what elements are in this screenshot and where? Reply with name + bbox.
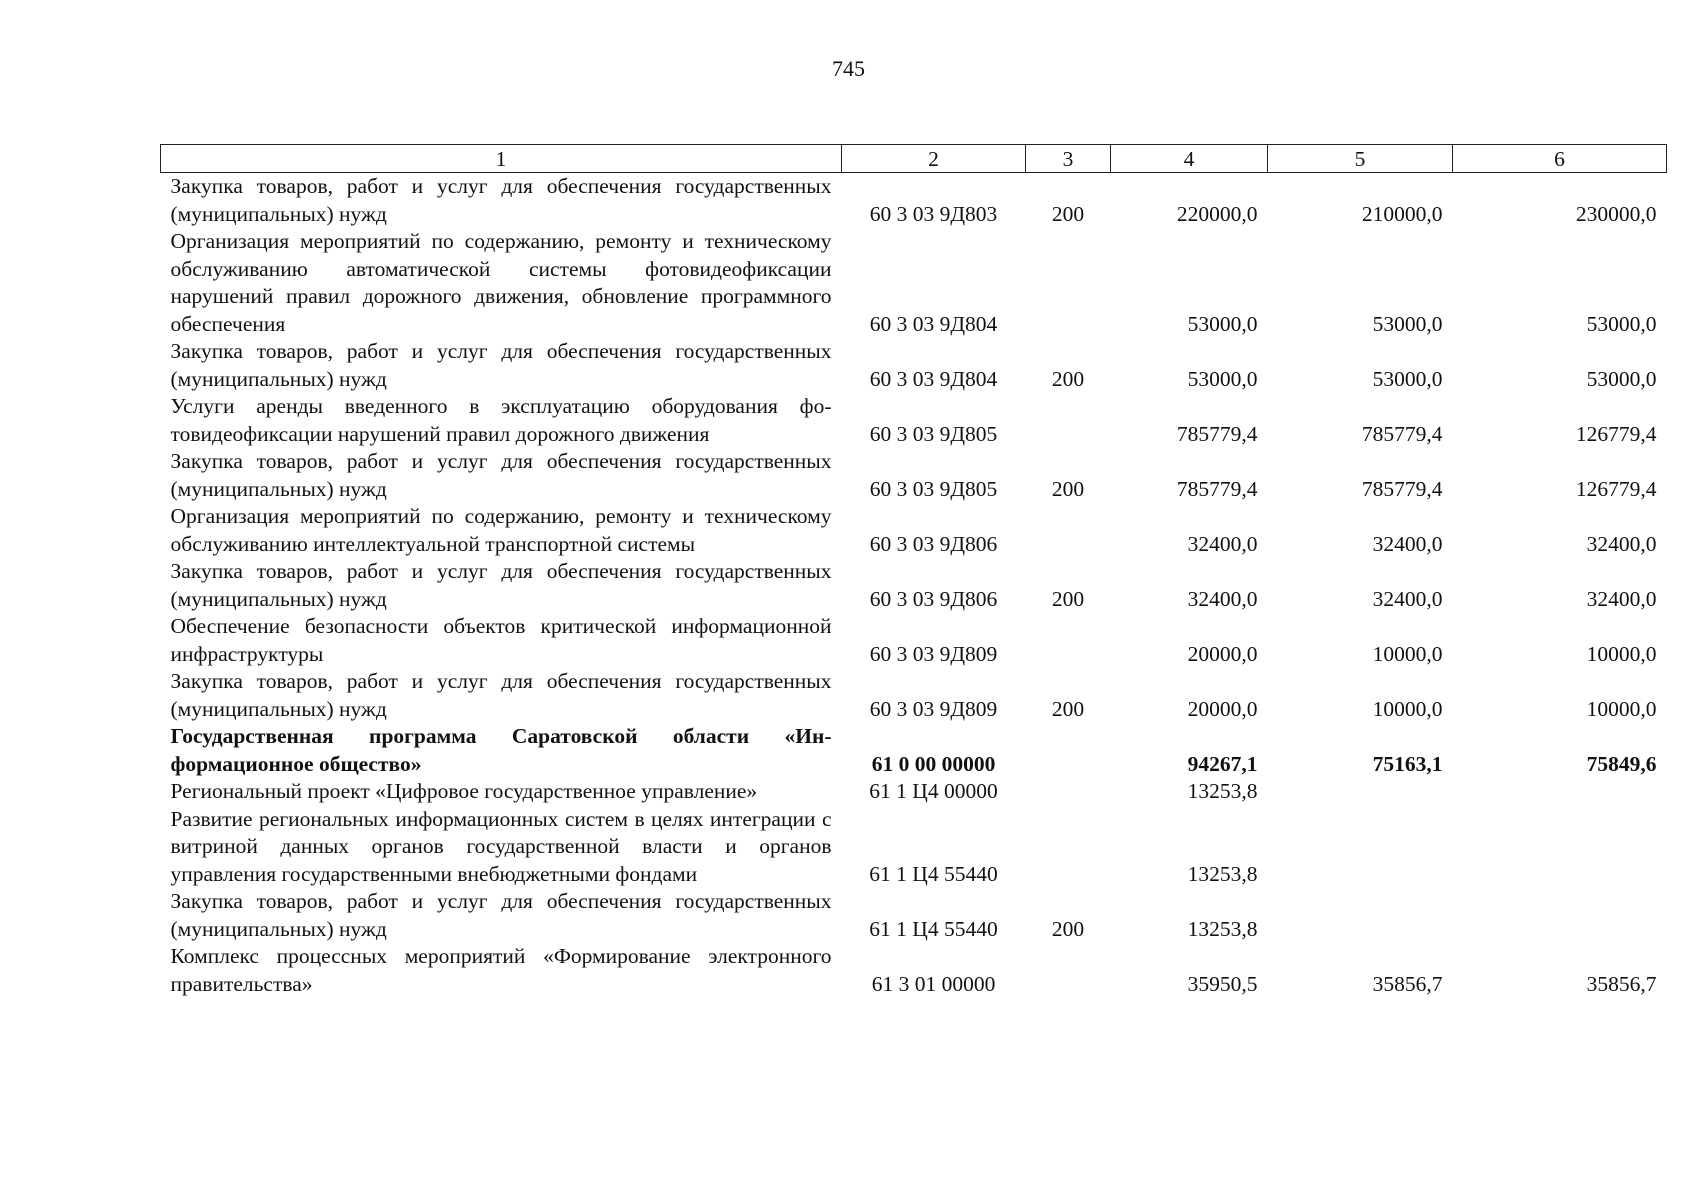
header-col-1: 1 [161,145,842,173]
row-value-col5: 785779,4 [1361,476,1443,501]
row-value-col5: 10000,0 [1372,696,1443,721]
row-value-col5: 75163,1 [1372,751,1443,776]
table-row [161,228,1667,338]
row-code-cell: 61 1 Ц4 00000 [869,779,998,803]
row-code-cell: 60 3 03 9Д806 [869,586,998,611]
row-code-cell: 60 3 03 9Д809 [869,696,998,721]
row-kvr-cell [1026,723,1111,778]
row-value-col6: 126779,4 [1575,476,1657,501]
row-kvr-cell: 200 [1051,476,1085,501]
row-code-cell: 60 3 03 9Д809 [869,641,998,666]
row-value-col4: 35950,5 [1187,971,1258,996]
row-value-col6: 32400,0 [1586,586,1657,611]
row-value-col5: 10000,0 [1372,641,1443,666]
row-value-col5: 35856,7 [1372,971,1443,996]
row-value-col4: 220000,0 [1176,201,1258,226]
header-col-2: 2 [842,145,1026,173]
row-code-cell: 60 3 03 9Д805 [869,476,998,501]
row-value-col6: 35856,7 [1586,971,1657,996]
header-col-5: 5 [1268,145,1453,173]
row-value-col5: 210000,0 [1361,201,1443,226]
row-value-col5 [1268,888,1453,943]
row-code-cell: 60 3 03 9Д804 [869,311,998,336]
row-kvr-cell [1026,613,1111,668]
row-name-cell: Услуги аренды введенного в эксплуатацию оборудования фотовидеофиксации нарушений правил дорожного движения [170,394,832,446]
table-row [161,173,1667,229]
row-name-cell: Закупка товаров, работ и услуг для обеспечения государственных (муниципальных) нужд [170,669,832,721]
row-code-cell: 61 1 Ц4 55440 [869,861,998,886]
row-code-cell: 61 3 01 00000 [871,971,996,996]
row-value-col4: 53000,0 [1187,366,1258,391]
budget-table [160,144,1667,998]
header-col-6: 6 [1453,145,1667,173]
table-row [161,668,1667,723]
row-name-cell: Государственная программа Саратовской области «Информационное общество» [170,724,832,776]
row-code-cell: 61 1 Ц4 55440 [869,916,998,941]
row-code-cell: 61 0 00 00000 [871,751,996,776]
table-row [161,723,1667,778]
row-value-col5: 32400,0 [1372,586,1443,611]
row-name-cell: Развитие региональных информационных систем в целях интеграции с витриной данных органов государственной власти и органов управления государственными внебюджетными фондами [170,806,832,886]
row-value-col4: 20000,0 [1187,696,1258,721]
row-value-col6: 10000,0 [1586,641,1657,666]
row-value-col4: 32400,0 [1187,586,1258,611]
row-kvr-cell: 200 [1051,586,1085,611]
row-value-col4: 20000,0 [1187,641,1258,666]
row-value-col4: 13253,8 [1187,779,1258,803]
row-value-col5: 785779,4 [1361,421,1443,446]
row-value-col5 [1268,778,1453,806]
row-kvr-cell: 200 [1051,916,1085,941]
row-name-cell: Региональный проект «Цифровое государственное управление» [170,779,758,803]
row-value-col4: 53000,0 [1187,311,1258,336]
row-value-col4: 94267,1 [1187,751,1258,776]
row-value-col6: 53000,0 [1586,311,1657,336]
row-kvr-cell [1026,806,1111,889]
table-body [161,173,1667,999]
row-value-col5: 53000,0 [1372,311,1443,336]
row-kvr-cell [1026,503,1111,558]
row-kvr-cell [1026,778,1111,806]
row-name-cell: Закупка товаров, работ и услуг для обеспечения государственных (муниципальных) нужд [170,339,832,391]
table-row [161,778,1667,806]
table-row [161,338,1667,393]
row-name-cell: Обеспечение безопасности объектов критической информационной инфраструктуры [170,614,832,666]
row-value-col6 [1453,806,1667,889]
row-kvr-cell [1026,943,1111,998]
row-value-col5 [1268,806,1453,889]
row-name-cell: Закупка товаров, работ и услуг для обеспечения государственных (муниципальных) нужд [170,174,832,226]
header-col-4: 4 [1111,145,1268,173]
page-number: 745 [832,56,865,81]
row-kvr-cell [1026,393,1111,448]
row-value-col4: 32400,0 [1187,531,1258,556]
row-value-col4: 785779,4 [1176,476,1258,501]
row-value-col5: 32400,0 [1372,531,1443,556]
row-value-col4: 13253,8 [1187,916,1258,941]
row-name-cell: Организация мероприятий по содержанию, ремонту и техническому обслуживанию интеллектуальной транспортной системы [170,504,832,556]
table-row [161,393,1667,448]
row-value-col4: 13253,8 [1187,861,1258,886]
row-name-cell: Комплекс процессных мероприятий «Формирование электронного правительства» [170,944,832,996]
table-row [161,806,1667,889]
row-code-cell: 60 3 03 9Д805 [869,421,998,446]
row-kvr-cell: 200 [1051,696,1085,721]
header-row [161,145,1667,173]
row-value-col6: 53000,0 [1586,366,1657,391]
row-name-cell: Закупка товаров, работ и услуг для обеспечения государственных (муниципальных) нужд [170,559,832,611]
table-header [161,145,1667,173]
row-value-col6 [1453,778,1667,806]
row-value-col6 [1453,888,1667,943]
row-name-cell: Закупка товаров, работ и услуг для обеспечения государственных (муниципальных) нужд [170,449,832,501]
row-value-col4: 785779,4 [1176,421,1258,446]
table-row [161,888,1667,943]
row-value-col5: 53000,0 [1372,366,1443,391]
row-code-cell: 60 3 03 9Д803 [869,201,998,226]
row-code-cell: 60 3 03 9Д806 [869,531,998,556]
row-value-col6: 230000,0 [1575,201,1657,226]
row-value-col6: 32400,0 [1586,531,1657,556]
row-kvr-cell [1026,228,1111,338]
row-kvr-cell: 200 [1051,201,1085,226]
row-code-cell: 60 3 03 9Д804 [869,366,998,391]
table-row [161,558,1667,613]
row-name-cell: Организация мероприятий по содержанию, ремонту и техническому обслуживанию автоматической системы фотовидеофиксации нарушений правил дорожного движения, обновление программного обеспечения [170,229,832,336]
table-row [161,503,1667,558]
row-kvr-cell: 200 [1051,366,1085,391]
row-value-col6: 75849,6 [1586,751,1657,776]
table-row [161,448,1667,503]
table-row [161,943,1667,998]
row-name-cell: Закупка товаров, работ и услуг для обеспечения государственных (муниципальных) нужд [170,889,832,941]
row-value-col6: 126779,4 [1575,421,1657,446]
table-row [161,613,1667,668]
row-value-col6: 10000,0 [1586,696,1657,721]
header-col-3: 3 [1026,145,1111,173]
